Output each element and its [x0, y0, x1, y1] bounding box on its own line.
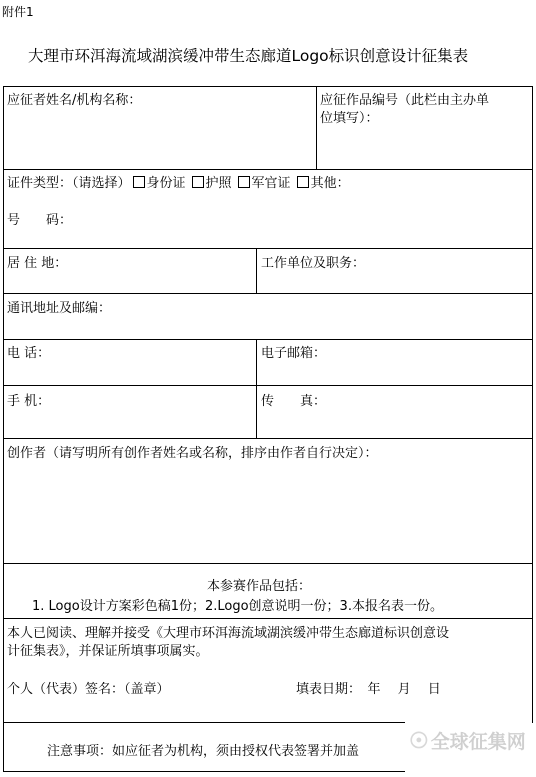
table-border-left	[3, 86, 4, 772]
signature-label: 个人（代表）签名：（盖章）	[7, 682, 170, 697]
id-option-passport: 护照	[205, 176, 232, 191]
fax-label: 传 真：	[261, 394, 327, 409]
includes-title: 本参赛作品包括：	[207, 579, 312, 594]
creators-label: 创作者（请写明所有创作者姓名或名称，排序由作者自行决定）：	[7, 446, 378, 461]
includes-items: 1. Logo设计方案彩色稿1份；2.Logo创意说明一份；3.本报名表一份。	[32, 599, 443, 614]
watermark-logo-icon: ☉	[409, 727, 429, 754]
id-type-row	[7, 172, 350, 191]
column-divider	[316, 86, 317, 170]
table-border-bottom	[3, 771, 405, 772]
work-number-label-line2: 位填写）：	[320, 111, 379, 126]
table-border-right	[532, 86, 533, 723]
row-divider	[3, 339, 532, 340]
watermark	[409, 727, 526, 754]
declaration-line1: 本人已阅读、理解并接受《大理市环洱海流域湖滨缓冲带生态廊道标识创意设	[7, 626, 450, 641]
row-divider	[3, 293, 532, 294]
declaration-line2: 计征集表》，并保证所填事项属实。	[7, 644, 209, 659]
employer-label: 工作单位及职务：	[261, 256, 366, 271]
id-type-label: 证件类型：（请选择）	[7, 176, 131, 191]
id-option-officer: 军官证	[251, 176, 291, 191]
note-text: 注意事项：如应征者为机构，须由授权代表签署并加盖	[47, 744, 360, 759]
row-divider	[3, 169, 532, 170]
email-label: 电子邮箱：	[261, 346, 327, 361]
column-divider	[256, 248, 257, 294]
row-divider	[3, 618, 532, 619]
work-number-label-line1: 应征作品编号（此栏由主办单	[320, 93, 490, 108]
column-divider	[256, 339, 257, 439]
applicant-name-label: 应征者姓名/机构名称：	[7, 93, 142, 108]
id-number-label: 号 码：	[7, 213, 73, 228]
fill-date-label: 填表日期： 年 月 日	[296, 682, 441, 697]
id-option-other: 其他：	[310, 176, 350, 191]
id-option-checkbox[interactable]	[238, 176, 250, 188]
id-option-idcard: 身份证	[146, 176, 186, 191]
phone-label: 电 话：	[7, 346, 51, 361]
row-divider	[3, 248, 532, 249]
id-option-passport-checkbox[interactable]	[133, 176, 145, 188]
row-divider	[3, 563, 532, 564]
id-option-checkbox[interactable]	[192, 176, 204, 188]
table-border-top	[3, 86, 532, 87]
residence-label: 居 住 地：	[7, 256, 68, 271]
attachment-label: 附件1	[2, 5, 34, 19]
id-option-checkbox[interactable]	[297, 176, 309, 188]
row-divider	[3, 385, 532, 386]
row-divider	[3, 722, 405, 723]
address-label: 通讯地址及邮编：	[7, 301, 112, 316]
mobile-label: 手 机：	[7, 394, 51, 409]
page-title: 大理市环洱海流域湖滨缓冲带生态廊道Logo标识创意设计征集表	[28, 47, 469, 65]
watermark-text: 全球征集网	[430, 731, 526, 753]
row-divider	[3, 438, 532, 439]
